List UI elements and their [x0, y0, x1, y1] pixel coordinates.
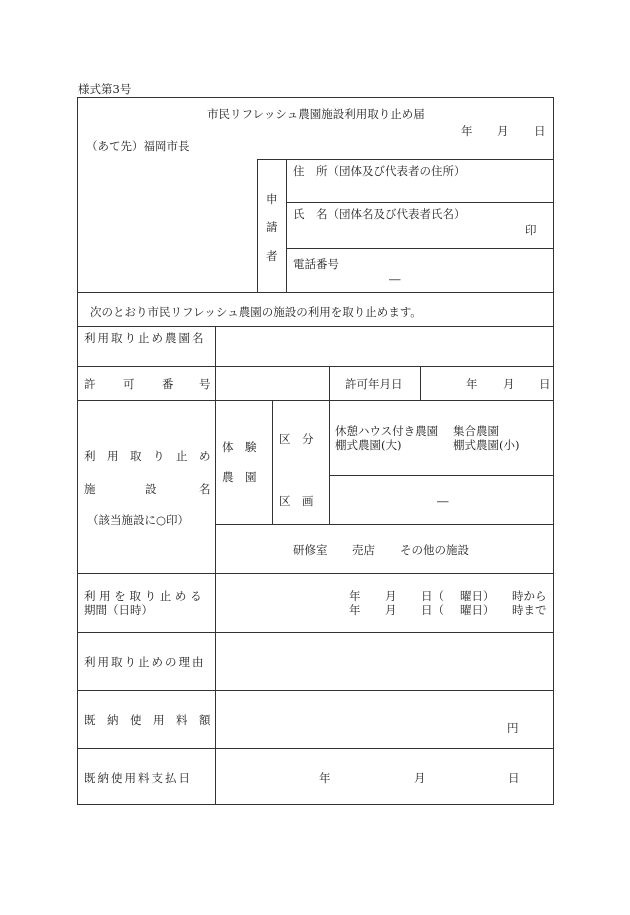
- period-from-day: 日（: [421, 589, 444, 603]
- period-to-dow: 曜日）: [460, 603, 495, 617]
- statement-text: 次のとおり市民リフレッシュ農園の施設の利用を取り止めます。: [90, 305, 422, 319]
- permit-divider-2: [420, 366, 421, 400]
- header-date-year: 年: [461, 124, 473, 138]
- pay-date-year: 年: [319, 771, 331, 785]
- table-line-4: [77, 573, 554, 574]
- applicant-row-line-1: [286, 202, 554, 203]
- permit-divider-1: [329, 366, 330, 400]
- phone-dash: ―: [389, 272, 401, 286]
- facility-option-shop[interactable]: 売店: [352, 543, 375, 557]
- period-from-month: 月: [385, 589, 397, 603]
- form-title: 市民リフレッシュ農園施設利用取り止め届: [207, 107, 425, 121]
- seal-mark: 印: [525, 223, 537, 237]
- permit-date-label: 許可年月日: [345, 377, 403, 391]
- facility-label-note: （該当施設に○印）: [87, 513, 190, 527]
- period-from-suffix: 時から: [512, 589, 547, 603]
- table-line-kubun: [329, 475, 554, 476]
- table-line-7: [77, 748, 554, 749]
- kubun-option-rest-house[interactable]: 休憩ハウス付き農園: [335, 424, 439, 438]
- applicant-row-line-2: [286, 248, 554, 249]
- table-line-taiken: [215, 524, 554, 525]
- facility-label-line1: 利 用 取 り 止 め: [84, 449, 211, 463]
- header-bottom-line: [77, 292, 554, 293]
- taiken-divider: [272, 400, 273, 524]
- kubun-option-shelf-large[interactable]: 棚式農園(大): [335, 438, 402, 452]
- facility-label-line2-a: 施: [84, 482, 96, 496]
- header-date-day: 日: [534, 124, 546, 138]
- taiken-label-1: 体 験: [222, 440, 257, 454]
- period-label-line2: 期間（日時）: [84, 603, 153, 617]
- pay-date-month: 月: [414, 771, 426, 785]
- kubun-label: 区 分: [279, 432, 314, 446]
- applicant-top-line: [257, 159, 554, 160]
- applicant-left-line: [257, 159, 258, 292]
- fee-field[interactable]: [216, 691, 553, 747]
- facility-option-training-room[interactable]: 研修室: [293, 543, 328, 557]
- permit-label-2: 可: [123, 377, 135, 391]
- period-from-year: 年: [349, 589, 361, 603]
- applicant-address-field[interactable]: 住 所（団体及び代表者の住所）: [293, 164, 466, 178]
- permit-date-year: 年: [466, 377, 478, 391]
- period-label-line1: 利 用 を 取 り 止 め る: [84, 589, 202, 603]
- fee-label: 既 納 使 用 料 額: [84, 713, 211, 727]
- kubun-option-shelf-small[interactable]: 棚式農園(小): [453, 438, 520, 452]
- permit-label-1: 許: [84, 377, 96, 391]
- kukaku-label: 区 画: [279, 494, 314, 508]
- kubun-option-group[interactable]: 集合農園: [453, 424, 499, 438]
- facility-label-line2-b: 設: [145, 482, 157, 496]
- form-number: 様式第3号: [78, 82, 132, 96]
- permit-number-field[interactable]: [216, 367, 328, 399]
- farm-name-field[interactable]: [216, 327, 553, 365]
- pay-date-label: 既納使用料支払日: [84, 771, 192, 785]
- facility-label-line2-c: 名: [199, 482, 211, 496]
- reason-label: 利用取り止めの理由: [84, 655, 206, 669]
- facility-option-other[interactable]: その他の施設: [400, 543, 469, 557]
- kukaku-dash: ―: [437, 494, 449, 508]
- applicant-label-3: 者: [266, 249, 278, 263]
- permit-label-4: 号: [199, 377, 211, 391]
- permit-date-day: 日: [539, 377, 551, 391]
- header-date-month: 月: [497, 124, 509, 138]
- period-to-year: 年: [349, 603, 361, 617]
- fee-unit: 円: [507, 721, 519, 735]
- period-from-dow: 曜日）: [460, 589, 495, 603]
- farm-name-label: 利用取り止め農園名: [84, 331, 206, 345]
- applicant-phone-field[interactable]: 電話番号: [293, 257, 339, 271]
- pay-date-day: 日: [508, 771, 520, 785]
- applicant-label-divider: [286, 159, 287, 292]
- table-line-3: [77, 400, 554, 401]
- addressee: （あて先）福岡市長: [86, 139, 190, 153]
- period-to-month: 月: [385, 603, 397, 617]
- applicant-label-1: 申: [266, 192, 278, 206]
- reason-field[interactable]: [216, 633, 553, 689]
- taiken-label-2: 農 園: [222, 470, 257, 484]
- period-to-day: 日（: [421, 603, 444, 617]
- permit-date-month: 月: [503, 377, 515, 391]
- applicant-label-2: 請: [266, 220, 278, 234]
- permit-label-3: 番: [162, 377, 174, 391]
- kubun-divider: [329, 400, 330, 524]
- applicant-name-field[interactable]: 氏 名（団体名及び代表者氏名）: [293, 207, 466, 221]
- period-to-suffix: 時まで: [512, 603, 547, 617]
